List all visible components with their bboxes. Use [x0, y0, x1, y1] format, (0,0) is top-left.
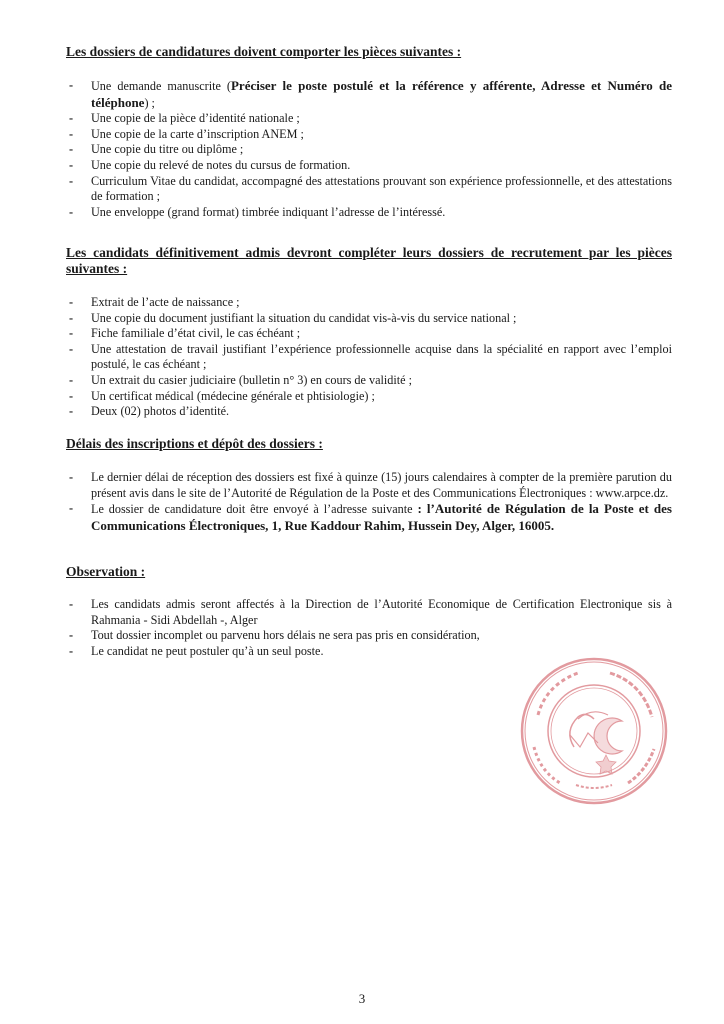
document-list — [66, 78, 672, 220]
section-heading: Observation : — [66, 564, 146, 579]
list-item: - Une enveloppe (grand format) timbrée indiquant l’adresse de l’intéressé. — [66, 205, 672, 221]
list-item: - Une copie de la pièce d’identité nationale ; — [66, 111, 672, 127]
section-final-admission-documents — [66, 245, 672, 420]
list-item: - Tout dossier incomplet ou parvenu hors délais ne sera pas pris en considération, — [66, 628, 672, 644]
list-item: - Fiche familiale d’état civil, le cas échéant ; — [66, 326, 672, 342]
list-item: - Les candidats admis seront affectés à la Direction de l’Autorité Economique de Certification Electronique sis à Rahmania - Sidi Abdellah -, Alger — [66, 597, 672, 628]
list-item: - Un certificat médical (médecine générale et phtisiologie) ; — [66, 389, 672, 405]
list-item: - Une copie du document justifiant la situation du candidat vis-à-vis du service national ; — [66, 311, 672, 327]
section-heading: Délais des inscriptions et dépôt des dossiers : — [66, 436, 323, 451]
list-item: - Une copie du titre ou diplôme ; — [66, 142, 672, 158]
list-item: - Un extrait du casier judiciaire (bulletin n° 3) en cours de validité ; — [66, 373, 672, 389]
list-item: - Le dernier délai de réception des dossiers est fixé à quinze (15) jours calendaires à compter de la première parution du présent avis dans le site de l’Autorité de Régulation de la Poste et des Communications Électroniques : www.arpce.dz. — [66, 470, 672, 501]
list-item: - Le dossier de candidature doit être envoyé à l’adresse suivante : l’Autorité de Régulation de la Poste et des Communications Électroniques, 1, Rue Kaddour Rahim, Hussein Dey, Alger, 16005. — [66, 501, 672, 534]
section-heading: Les dossiers de candidatures doivent comporter les pièces suivantes : — [66, 44, 462, 59]
list-item: - Une demande manuscrite (Préciser le poste postulé et la référence y afférente, Adresse et Numéro de téléphone) ; — [66, 78, 672, 111]
observation-list — [66, 597, 672, 659]
section-heading: Les candidats définitivement admis devront compléter leurs dossiers de recrutement par les pièces suivantes : — [66, 245, 672, 276]
list-item: - Deux (02) photos d’identité. — [66, 404, 672, 420]
section-deadlines — [66, 436, 672, 534]
section-observation — [66, 564, 672, 659]
list-item: - Curriculum Vitae du candidat, accompagné des attestations prouvant son expérience professionnelle, et des attestations de formation ; — [66, 174, 672, 205]
official-seal-icon — [518, 655, 670, 807]
list-item: - Extrait de l’acte de naissance ; — [66, 295, 672, 311]
list-item: - Le candidat ne peut postuler qu’à un seul poste. — [66, 644, 672, 660]
list-item: - Une attestation de travail justifiant l’expérience professionnelle acquise dans la spécialité en rapport avec l’emploi postulé, le cas échéant ; — [66, 342, 672, 373]
section-required-documents — [66, 44, 672, 220]
deadline-list — [66, 470, 672, 534]
page-number: 3 — [358, 991, 366, 1006]
document-list — [66, 295, 672, 420]
list-item: - Une copie de la carte d’inscription ANEM ; — [66, 127, 672, 143]
list-item: - Une copie du relevé de notes du cursus de formation. — [66, 158, 672, 174]
